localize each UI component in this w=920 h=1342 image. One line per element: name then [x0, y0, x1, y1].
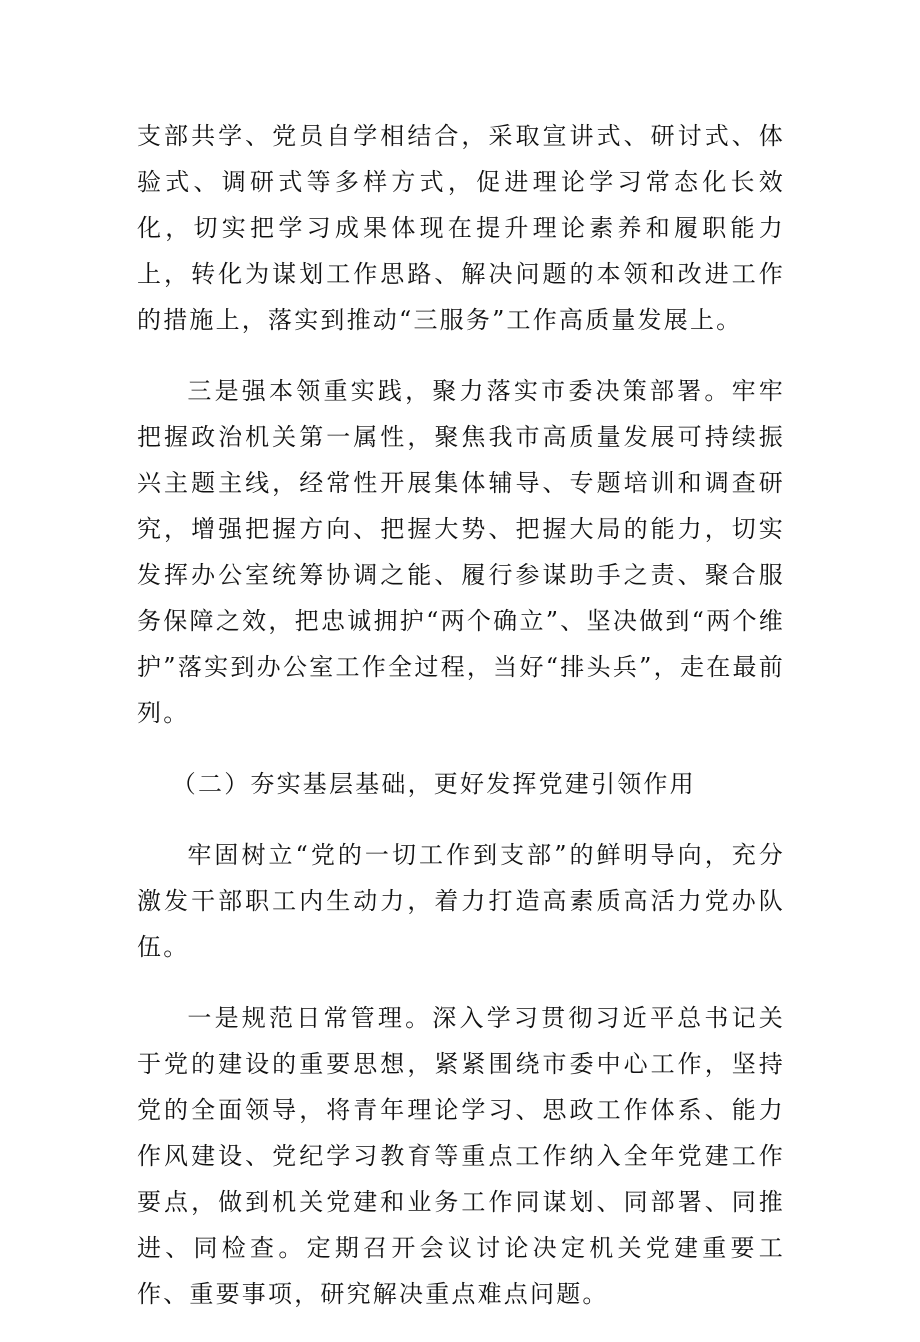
paragraph-section-intro: 牢固树立“党的一切工作到支部”的鲜明导向，充分激发干部职工内生动力，着力打造高素质高活力党办队伍。: [137, 841, 785, 961]
paragraph-point-one: 一是规范日常管理。深入学习贯彻习近平总书记关于党的建设的重要思想，紧紧围绕市委中心工作，坚持党的全面领导，将青年理论学习、思政工作体系、能力作风建设、党纪学习教育等重点工作纳入全年党建工作要点，做到机关党建和业务工作同谋划、同部署、同推进、同检查。定期召开会议讨论决定机关党建重要工作、重要事项，研究解决重点难点问题。: [137, 1004, 785, 1308]
paragraph-point-three: 三是强本领重实践，聚力落实市委决策部署。牢牢把握政治机关第一属性，聚焦我市高质量发展可持续振兴主题主线，经常性开展集体辅导、专题培训和调查研究，增强把握方向、把握大势、把握大局的能力，切实发挥办公室统筹协调之能、履行参谋助手之责、聚合服务保障之效，把忠诚拥护“两个确立”、坚决做到“两个维护”落实到办公室工作全过程，当好“排头兵”，走在最前列。: [137, 377, 785, 727]
document-body: [137, 113, 785, 1342]
paragraph-continuation: 支部共学、党员自学相结合，采取宣讲式、研讨式、体验式、调研式等多样方式，促进理论学习常态化长效化，切实把学习成果体现在提升理论素养和履职能力上，转化为谋划工作思路、解决问题的本领和改进工作的措施上，落实到推动“三服务”工作高质量发展上。: [137, 122, 785, 334]
section-heading-two: （二）夯实基层基础，更好发挥党建引领作用: [171, 770, 696, 798]
